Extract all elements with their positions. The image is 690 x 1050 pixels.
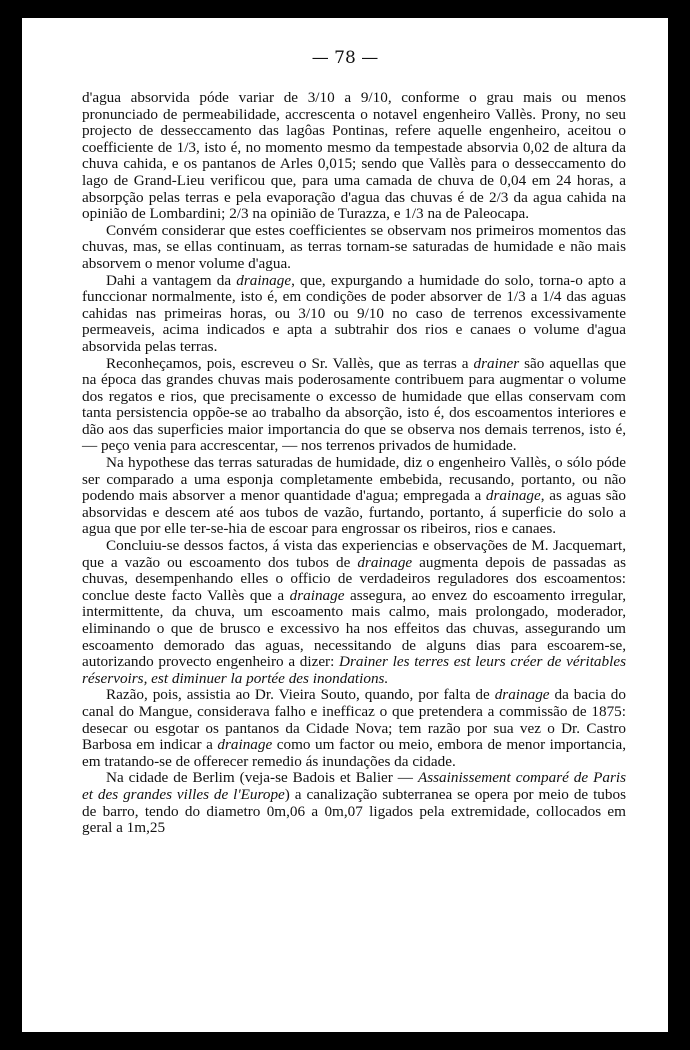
text-segment: augmenta depois de passadas as chuvas, desempenhando elles o officio de verdadeiros reguladores dos escoamentos: conclue deste facto Vallès que a	[82, 553, 626, 604]
italic-text: drainage	[494, 686, 550, 704]
text-segment: Convém considerar que estes coefficientes se observam nos primeiros momentos das chuvas, mas, se ellas continuam, as terras tornam-se saturadas de humidade e não mais absorvem o menor volume d'agua.	[82, 221, 626, 272]
italic-text: drainer	[473, 354, 520, 372]
paragraph	[82, 455, 626, 538]
italic-text: drainage	[357, 553, 413, 571]
text-segment: Razão, pois, assistia ao Dr. Vieira Souto, quando, por falta de	[106, 686, 495, 704]
text-segment: como um factor ou meio, embora de menor importancia, em tratando-se de offerecer remedio ás inundações da cidade.	[82, 736, 626, 770]
text-segment: Reconheçamos, pois, escreveu o Sr. Vallès, que as terras a	[106, 354, 474, 372]
text-segment: ) a canalização subterranea se opera por meio de tubos de barro, tendo do diametro 0m,06 a 0m,07 ligados pela extremidade, collocados em geral a 1m,25	[82, 785, 626, 837]
text-segment: , as aguas são absorvidas e descem até aos tubos de vazão, furtando, portanto, á superficie do solo a agua que por elle ter-se-hia de escoar para engrossar os ribeiros, rios e canaes.	[82, 487, 626, 538]
text-segment: d'agua absorvida póde variar de 3/10 a 9/10, conforme o grau mais ou menos pronunciado de permeabilidade, accrescenta o notavel engenheiro Vallès. Prony, no seu projecto de desseccamento das lagôas Pontinas, refere aquelle engenheiro, aceitou o coefficiente de 1/3, isto é, no momento mesmo da tempestade absorvia 0,02 de altura da chuva cahida, e os pantanos de Arles 0,015; sendo que Vallès para o desseccamento do lago de Grand-Lieu verificou que, para uma camada de chuva de 0,04 em 24 horas, a absorpção pelas terras e pela evaporação d'agua das chuvas é de 2/3 da agua cahida na opinião de Lombardini; 2/3 na opinião de Turazza, e 1/3 na de Paleocapa.	[82, 89, 626, 223]
body-text	[82, 90, 626, 837]
italic-text: drainage	[485, 487, 541, 505]
italic-text: Assainissement comparé de Paris et des grandes villes de l'Europe	[82, 769, 626, 803]
text-segment: da bacia do canal do Mangue, considerava falho e inefficaz o que pretendera a commissão de 1875: desecar ou esgotar os pantanos da Cidade Nova; tem razão por sua vez o Dr. Castro Barbosa em indicar a	[82, 686, 626, 754]
italic-text: drainage	[236, 271, 292, 289]
paragraph	[82, 356, 626, 456]
text-segment: Concluiu-se dessos factos, á vista das experiencias e observações de M. Jacquemart, que a vazão ou escoamento dos tubos de	[82, 537, 626, 571]
paragraph	[82, 687, 626, 770]
italic-text: Drainer les terres est leurs créer de véritables réservoirs, est diminuer la portée des inondations.	[82, 653, 626, 687]
paragraph	[82, 90, 626, 223]
text-segment: , que, expurgando a humidade do solo, torna-o apto a funccionar normalmente, isto é, em condições de poder absorver de 1/3 a 1/4 das aguas cahidas nas primeiras horas, ou 3/10 ou 9/10 no caso de terrenos excessivamente permeaveis, acima indicados e apta a subtrahir dos rios e canaes o volume d'agua absorvida pelas terras.	[82, 271, 626, 355]
text-segment: são aquellas que na época das grandes chuvas mais poderosamente contribuem para augmentar o volume dos regatos e rios, que precisamente o excesso de humidade que ellas conservam com tanta persistencia oppõe-se ao trabalho da absorção, isto é, dos escoamentos interiores e dão aos das superficies maior importancia do que se observa nos demais terrenos, isto é, — peço venia para accrescentar, — nos terrenos privados de humidade.	[82, 354, 626, 455]
text-segment: Na cidade de Berlim (veja-se Badois et Balier —	[106, 769, 418, 787]
paragraph	[82, 223, 626, 273]
text-segment: Dahi a vantagem da	[106, 271, 237, 289]
paragraph	[82, 538, 626, 687]
italic-text: drainage	[289, 586, 345, 604]
text-segment: Na hypothese das terras saturadas de humidade, diz o engenheiro Vallès, o sólo póde ser comparado a uma esponja completamente embebida, recusando, portanto, ou não podendo mais absorver a menor quantidade d'agua; empregada a	[82, 454, 626, 505]
page-number: — 78 —	[311, 48, 379, 68]
paragraph	[82, 770, 626, 836]
text-segment: assegura, ao envez do escoamento irregular, intermittente, da chuva, um escoamento mais calmo, mais prolongado, moderador, eliminando o que de brusco e excessivo ha nos effeitos das chuvas, assegurando um escoamento demorado das aguas, necessitando de alguns dias para escoarem-se, autorizando provecto engenheiro a dizer:	[82, 586, 626, 671]
italic-text: drainage	[217, 736, 273, 754]
book-page	[22, 18, 668, 1032]
paragraph	[82, 273, 626, 356]
